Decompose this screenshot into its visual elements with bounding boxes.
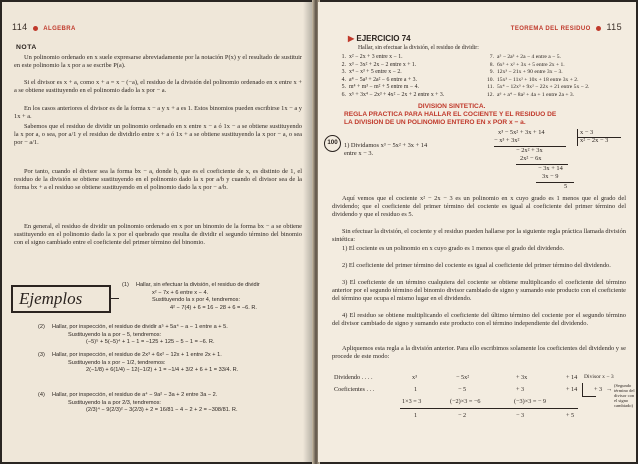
paragraph: Un polinomio ordenado en x suele expresarse abreviadamente por la notación P(x) y el resultado de sustituir en este polinomio la x por a se escribe P(a). (14, 54, 302, 70)
paragraph: Aquí vemos que el cociente x² − 2x − 3 es un polinomio en x cuyo grado es 1 menos que el grado del dividendo; que el coeficiente del primer término del cociente es igual al coeficiente del primer término del dividendo y que el residuo es 5. (332, 195, 626, 219)
list-item: 3. x⁴ − x³ + 5 entre x − 2. (341, 69, 402, 76)
list-item: 12. a⁶ + a⁴ − 8a² + 4a + 1 entre 2a + 3. (487, 91, 575, 98)
paragraph: 4) El residuo se obtiene multiplicando el coeficiente del último término del cociente por el segundo término del divisor cambiado de signo y sumando este producto con el término independiente del dividendo. (332, 312, 626, 328)
list-item: 2. x³ − 3x² + 2x − 2 entre x + 1. (341, 61, 417, 68)
examples-label: Ejemplos (11, 285, 111, 313)
arrow-icon: ▶ (348, 34, 355, 43)
list-item: 9. 12x³ − 21x + 90 entre 3x − 3. (489, 69, 563, 76)
exercise-title: ▶ EJERCICIO 74 (348, 34, 411, 43)
list-item: 11. 5x⁴ − 12x³ + 9x² − 22x + 21 entre 5x − 2. (487, 84, 590, 91)
paragraph: Sin efectuar la división, el cociente y el residuo pueden hallarse por la siguiente regla práctica llamada división sintética: (332, 228, 626, 244)
division-heading: DIVISION SINTETICA. (418, 103, 486, 110)
synthetic-division: Dividendo . . . . x³ − 5x² + 3x + 14 Coeficientes . . . 1 − 5 + 3 + 14 1×3 = 3 (−2)×3 = −6 (−3)×3 = − 9 1 − 2 − 3 + 5 Divisor x − 3 + 3 → (334, 374, 614, 419)
paragraph: Si el divisor es x + a, como x + a = x − (−a), el residuo de la división del polinomio ordenado en x entre x + a se obtiene sustituyendo en el polinomio dado la x por − a. (14, 79, 302, 95)
example-item: (3) Hallar, por inspección, el residuo de 2x³ + 6x² − 12x + 1 entre 2x + 1. Sustituyendo la x por − 1/2, tendremos: 2(−1/8) + 6(1/4) − 12(−1/2) + 1 = −1/4 + 3/2 + 6 + 1 = 33/4. R. (38, 352, 239, 374)
paragraph: 1) El cociente es un polinomio en x cuyo grado es 1 menos que el grado del dividendo. (342, 245, 565, 252)
synthetic-bar (582, 396, 596, 397)
left-header (12, 22, 76, 32)
list-item: 4. a⁴ − 5a³ + 2a² − 6 entre a + 3. (341, 76, 417, 83)
list-item: 10. 15x³ − 11x² + 10x + 18 entre 3x + 2. (487, 76, 579, 83)
right-page-number: 115 (606, 22, 622, 32)
example-label: 1) Dividamos x³ − 5x² + 3x + 14 entre x − 3. (344, 142, 428, 157)
paragraph: En los casos anteriores el divisor es de la forma x − a y x + a es 1. Estos binomios pueden escribirse 1x − a y 1x + a. (14, 105, 302, 121)
synthetic-line (400, 408, 578, 409)
rule-number-badge: 100 (324, 135, 341, 152)
exercise-intro: Hallar, sin efectuar la división, el residuo de dividir: (358, 45, 479, 51)
example-item: (1) Hallar, sin efectuar la división, el residuo de dividir x² − 7x + 6 entre x − 4. Sustituyendo la x por 4, tendremos: 4² − 7(4) + 6 = 16 − 28 + 6 = −6. R. (122, 282, 260, 311)
rule-heading: REGLA PRACTICA PARA HALLAR EL COCIENTE Y EL RESIDUO DE LA DIVISION DE UN POLINOMIO ENTERO EN x POR x − a. (344, 111, 557, 127)
paragraph: Sabemos que el residuo de dividir un polinomio ordenado en x entre x − a ó 1x − a se obtiene sustituyendo la x por a, o sea, por a/1 y el residuo de dividirlo entre x + a ó 1x + a se obtiene sustituyendo la x por − a, o sea por − a/1. (14, 123, 302, 147)
divider (111, 298, 119, 299)
arrow-icon: → (606, 386, 613, 393)
example-item: (2) Hallar, por inspección, el residuo de dividir a⁵ + 5a⁴ − a − 1 entre a + 5. Sustituyendo la a por − 5, tendremos: (−5)⁵ + 5(−5)⁴ + 1 − 1 = −125 + 125 − 5 − 1 = −6. R. (38, 324, 228, 346)
side-note: (Segundo término del divisor con el signo cambiado) (614, 383, 635, 408)
left-page-number: 114 (12, 22, 28, 32)
list-item: 6. x⁵ + 3x⁴ − 2x³ + 4x² − 2x + 2 entre x + 3. (341, 91, 445, 98)
synthetic-bar (582, 383, 583, 397)
bullet-icon (33, 26, 38, 31)
right-section-title: TEOREMA DEL RESIDUO (510, 26, 591, 32)
list-item: 7. a⁵ − 2a³ + 2a − 4 entre a − 5. (489, 54, 561, 60)
example-item: (4) Hallar, por inspección, el residuo de a⁴ − 9a² − 3a + 2 entre 3a − 2. Sustituyendo la a por 2/3, tendremos: (2/3)⁴ − 9(2/3)² − 3(2/3) + 2 = 16/81 − 4 − 2 + 2 = −308/81. R. (38, 392, 238, 414)
paragraph: 2) El coeficiente del primer término del cociente es igual al coeficiente del primer término del dividendo. (342, 262, 611, 269)
list-item: 1. x² − 2x + 3 entre x − 1. (341, 54, 403, 60)
left-section-title: ALGEBRA (43, 26, 76, 32)
paragraph: 3) El coeficiente de un término cualquiera del cociente se obtiene multiplicando el coeficiente del término anterior por el segundo término del binomio divisor cambiado de signo y sumando este producto con el coeficiente del término que ocupa el mismo lugar en el dividendo. (332, 279, 626, 303)
list-item: 8. 6x³ + x² + 3x + 5 entre 2x + 1. (489, 61, 565, 68)
left-page (2, 2, 314, 462)
list-item: 5. m⁴ + m³ − m² + 5 entre m − 4. (341, 84, 419, 91)
note-label: NOTA (16, 44, 37, 51)
paragraph: Por tanto, cuando el divisor sea la forma bx − a, donde b, que es el coeficiente de x, es distinto de 1, el residuo de la división se obtiene sustituyendo en el polinomio dado la x por a/b y cuando el divisor sea de la forma bx + a el residuo se obtiene sustituyendo en el polinomio dado la x por − a/b. (14, 168, 302, 192)
paragraph: Apliquemos esta regla a la división anterior. Para ello escribimos solamente los coeficientes del dividendo y se procede de este modo: (332, 345, 626, 361)
right-page: TEOREMA DEL RESIDUO 115 ▶ EJERCICIO 74 Hallar, sin efectuar la división, el residuo de dividir: 1. x² − 2x + 3 entre x − 1. 2. x³ − 3x² + 2x − 2 entre x + 1. 3. x⁴ − x³ + 5 entre x − 2. 4. a⁴ − 5a³ + 2a² − 6 entre a + 3. 5. m⁴ + m³ − m² + 5 entre m − 4. 6. x⁵ + 3x⁴ − 2x³ + 4x² − 2x + 2 entre x + 3. 7. a⁵ − 2a³ + 2a − 4 entre a − 5. 8. 6x³ + x² + 3x + 5 entre 2x + 1. 9. 12x³ − 21x + 90 entre 3x − 3. 10. 15x³ − 11x² + 10x + 18 entre 3x + 2. 11. 5x⁴ − 12x³ + 9x² − 22x + 21 entre 5x − 2. 12. a⁶ + a⁴ − 8a² + 4a + 1 entre 2a + 3. DIVISION SINTETICA. 100 REGLA PRACTICA PARA HALLAR EL COCIENTE Y EL RESIDUO DE LA DIVISION DE UN POLINOMIO ENTERO EN x POR x − a. 1) Dividamos x³ − 5x² + 3x + 14 entre x − 3. x³ − 5x² + 3x + 14 x − 3 − x³ + 3x² x² − 2x − 3 − 2x² + 3x 2x² − 6x − 3x + 14 3x − 9 5 Aquí vemos que el cociente x² − 2x − 3 es un polinomio en x cuyo grado es 1 menos que el grado del dividendo; que el coeficiente del primer término del cociente es igual al coeficiente del primer término del dividendo y que el residuo es 5. Sin efectuar la división, el cociente y el residuo pueden hallarse por la siguiente regla práctica llamada división sintética: 1) El cociente es un polinomio en x cuyo grado es 1 menos que el grado del dividendo. 2) El coeficiente del primer término del cociente es igual al coeficiente del primer término del dividendo. 3) El coeficiente de un término cualquiera del cociente se obtiene multiplicando el coeficiente del término anterior por el segundo término del binomio divisor cambiado de signo y sumando este producto con el coeficiente del término que ocupa el mismo lugar en el dividendo. 4) El residuo se obtiene multiplicando el coeficiente del último término del cociente por el segundo término del divisor cambiado de signo y sumando este producto con el término independiente del dividendo. Apliquemos esta regla a la división anterior. Para ello escribimos solamente los coeficientes del dividendo y se procede de este modo: Dividendo . . . . x³ − 5x² + 3x + 14 Coeficientes . . . 1 − 5 + 3 + 14 1×3 = 3 (−2)×3 = −6 (−3)×3 = − 9 1 − 2 − 3 + 5 Divisor x − 3 + 3 → (Segundo término del divisor con el signo cambiado) (318, 2, 636, 462)
paragraph: En general, el residuo de dividir un polinomio ordenado en x por un binomio de la forma bx − a se obtiene sustituyendo en el polinomio dado la x por el quebrado que resulta de dividir el segundo término del binomio con el signo cambiado entre el coeficiente del primer término del binomio. (14, 223, 302, 247)
